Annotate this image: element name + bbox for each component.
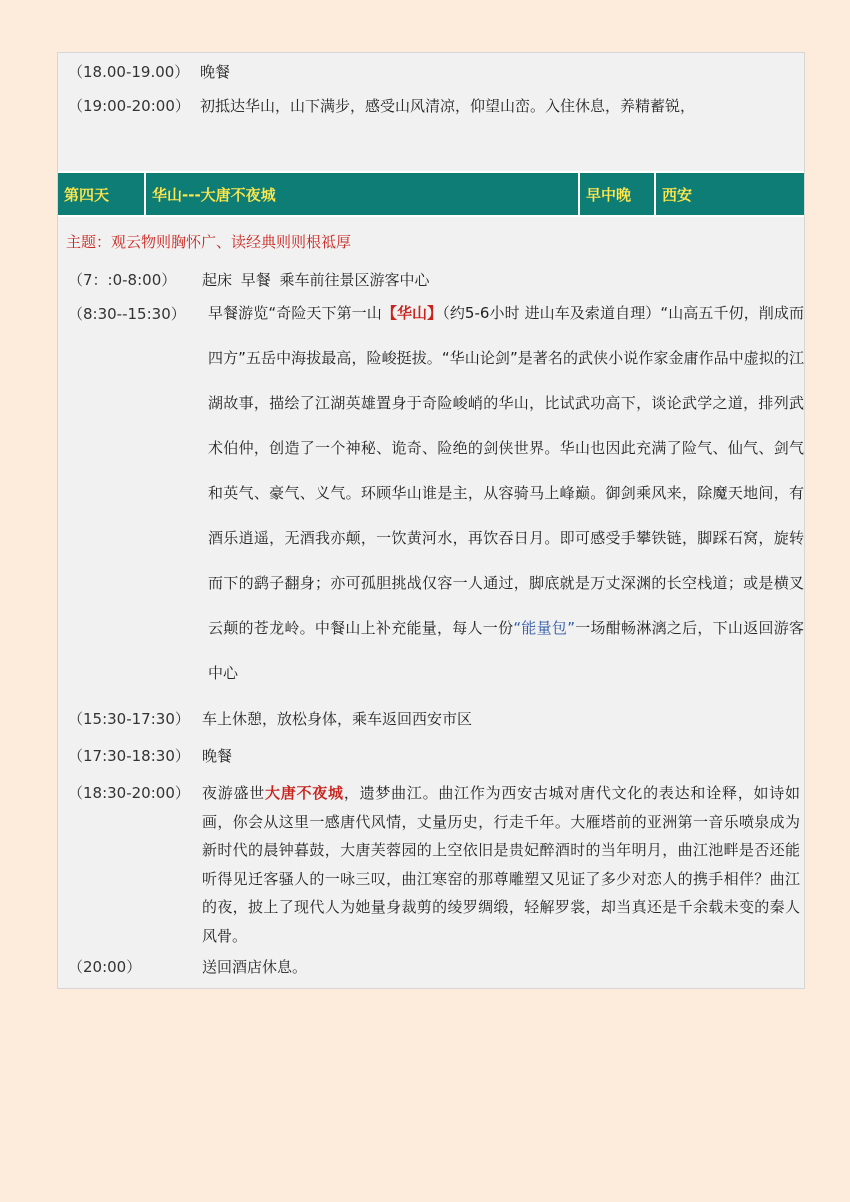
row-text (208, 291, 804, 696)
row-time: （17:30-18:30） (68, 747, 190, 765)
row-time: （18.00-19.00） (68, 63, 190, 81)
row-time: （8:30--15:30） (68, 305, 186, 323)
row-text (202, 779, 800, 950)
schedule-row (68, 782, 804, 950)
day-label: 第四天 (58, 173, 144, 215)
row-text: 车上休憩，放松身体，乘车返回西安市区 (202, 710, 473, 728)
day-stay: 西安 (656, 173, 804, 215)
text-segment: 早餐游览“奇险天下第一山 (208, 304, 382, 322)
text-segment: （约5-6小时 进山车及索道自理）“山高五千仞，削成而四方”五岳中海拔最高，险峻挺拔。“华山论剑”是著名的武侠小说作家金庸作品中虚拟的江湖故事，描绘了江湖英雄置身于奇险峻峭的华山，比试武功高下，谈论武学之道，排列武术伯仲，创造了一个神秘、诡奇、险绝的剑侠世界。华山也因此充满了险气、仙气、剑气和英气、豪气、义气。环顾华山谁是主，从容骑马上峰巅。御剑乘风来，除魔天地间，有酒乐逍遥，无酒我亦颠，一饮黄河水，再饮吞日月。即可感受手攀铁链，脚踩石窝，旋转而下的鹞子翻身；亦可孤胆挑战仅容一人通过，脚底就是万丈深渊的长空栈道；或是横叉云颠的苍龙岭。中餐山上补充能量，每人一份 (208, 304, 804, 637)
schedule-row (68, 745, 804, 767)
schedule-row (68, 303, 804, 696)
day-meals: 早中晚 (580, 173, 654, 215)
day-theme: 主题：观云物则胸怀广、读经典则则根祗厚 (66, 233, 352, 251)
row-text: 晚餐 (200, 63, 231, 81)
row-text: 送回酒店休息。 (202, 958, 308, 976)
day-header (58, 171, 804, 217)
highlight-huashan: 【华山】 (381, 304, 443, 322)
day-route: 华山---大唐不夜城 (146, 173, 578, 215)
row-time: （7：:0-8:00） (68, 271, 177, 289)
schedule-row (68, 95, 804, 117)
previous-day-tail (58, 53, 804, 171)
text-segment: ，遗梦曲江。曲江作为西安古城对唐代文化的表达和诠释，如诗如画，你会从这里一感唐代风情，丈量历史，行走千年。大雁塔前的亚洲第一音乐喷泉成为新时代的晨钟暮鼓，大唐芙蓉园的上空依旧是贵妃醉酒时的当年明月，曲江池畔是否还能听得见迁客骚人的一咏三叹，曲江寒窑的那尊雕塑又见证了多少对恋人的携手相伴？曲江的夜，披上了现代人为她量身裁剪的绫罗绸缎，轻解罗裳，却当真还是千余载未变的秦人风骨。 (202, 784, 800, 945)
row-time: （15:30-17:30） (68, 710, 190, 728)
itinerary-sheet (57, 52, 805, 989)
row-time: （20:00） (68, 958, 142, 976)
schedule-row (68, 61, 804, 83)
row-text: 初抵达华山，山下满步，感受山风清凉，仰望山峦。入住休息，养精蓄锐， (200, 97, 696, 115)
row-text: 起床 早餐 乘车前往景区游客中心 (202, 271, 430, 289)
text-segment: 一场酣畅淋漓之后，下山返回游客中心 (208, 619, 804, 682)
text-segment: 夜游盛世 (202, 784, 266, 802)
schedule-row (68, 269, 804, 291)
highlight-datang: 大唐不夜城 (265, 784, 344, 802)
day-body (58, 217, 804, 988)
schedule-row (68, 956, 804, 978)
row-time: （18:30-20:00） (68, 784, 190, 802)
row-time: （19:00-20:00） (68, 97, 190, 115)
schedule-row (68, 708, 804, 730)
highlight-energy-pack: “能量包” (513, 619, 575, 637)
row-text: 晚餐 (202, 747, 233, 765)
